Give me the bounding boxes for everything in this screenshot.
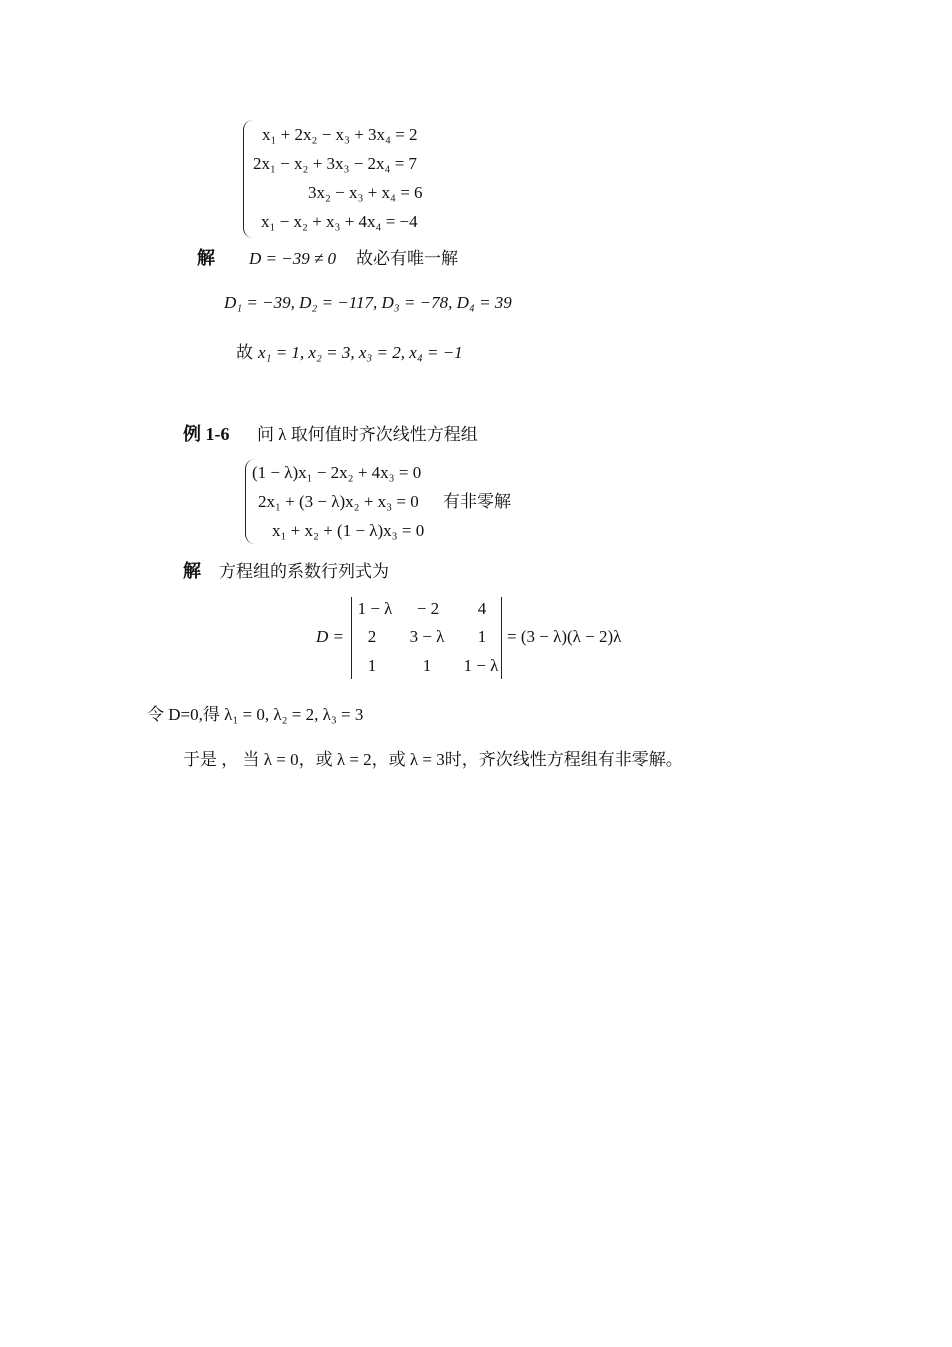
- matrix-cell: 3 − λ: [409, 627, 445, 646]
- solution2-intro: 方程组的系数行列式为: [219, 562, 389, 581]
- result-prefix: 故: [236, 343, 253, 362]
- matrix-cell: 2: [367, 627, 377, 646]
- matrix-cell: 1 − λ: [463, 656, 499, 675]
- system1-row-3: 3x₂ − x₃ + x₄ = 6: [308, 183, 423, 202]
- example-question: 问 λ 取何值时齐次线性方程组: [257, 425, 478, 444]
- example-row-3: x₁ + x₂ + (1 − λ)x₃ = 0: [272, 521, 425, 540]
- let-statement: 令 D=0,得 λ₁ = 0, λ₂ = 2, λ₃ = 3: [147, 705, 364, 724]
- determinant-label: D =: [316, 627, 344, 646]
- sub-determinants: D₁ = −39, D₂ = −117, D₃ = −78, D₄ = 39: [224, 293, 512, 312]
- example-label: 例 1-6: [183, 424, 230, 444]
- matrix-cell: 1: [422, 656, 432, 675]
- system-brace: [243, 120, 254, 238]
- example-row-1: (1 − λ)x₁ − 2x₂ + 4x₃ = 0: [252, 463, 422, 482]
- matrix-cell: 1: [477, 627, 487, 646]
- conclusion: 于是 ， 当 λ = 0，或 λ = 2，或 λ = 3时，齐次线性方程组有非零解。: [183, 750, 683, 769]
- solution-label: 解: [197, 248, 215, 268]
- example-row-2: 2x₁ + (3 − λ)x₂ + x₃ = 0: [258, 492, 419, 511]
- solution-result: x₁ = 1, x₂ = 3, x₃ = 2, x₄ = −1: [258, 343, 463, 362]
- matrix-cell: 1: [367, 656, 377, 675]
- matrix-cell: 4: [477, 599, 487, 618]
- system1-row-1: x₁ + 2x₂ − x₃ + 3x₄ = 2: [262, 125, 418, 144]
- solution2-label: 解: [183, 561, 201, 581]
- determinant-value: D = −39 ≠ 0: [249, 249, 337, 268]
- matrix-cell: − 2: [416, 599, 440, 618]
- matrix-cell: 1 − λ: [357, 599, 393, 618]
- system1-row-2: 2x₁ − x₂ + 3x₃ − 2x₄ = 7: [253, 154, 418, 173]
- example-row-suffix: 有非零解: [443, 492, 511, 511]
- determinant-note: 故必有唯一解: [356, 249, 458, 268]
- determinant-result: = (3 − λ)(λ − 2)λ: [507, 627, 622, 646]
- system1-row-4: x₁ − x₂ + x₃ + 4x₄ = −4: [261, 212, 418, 231]
